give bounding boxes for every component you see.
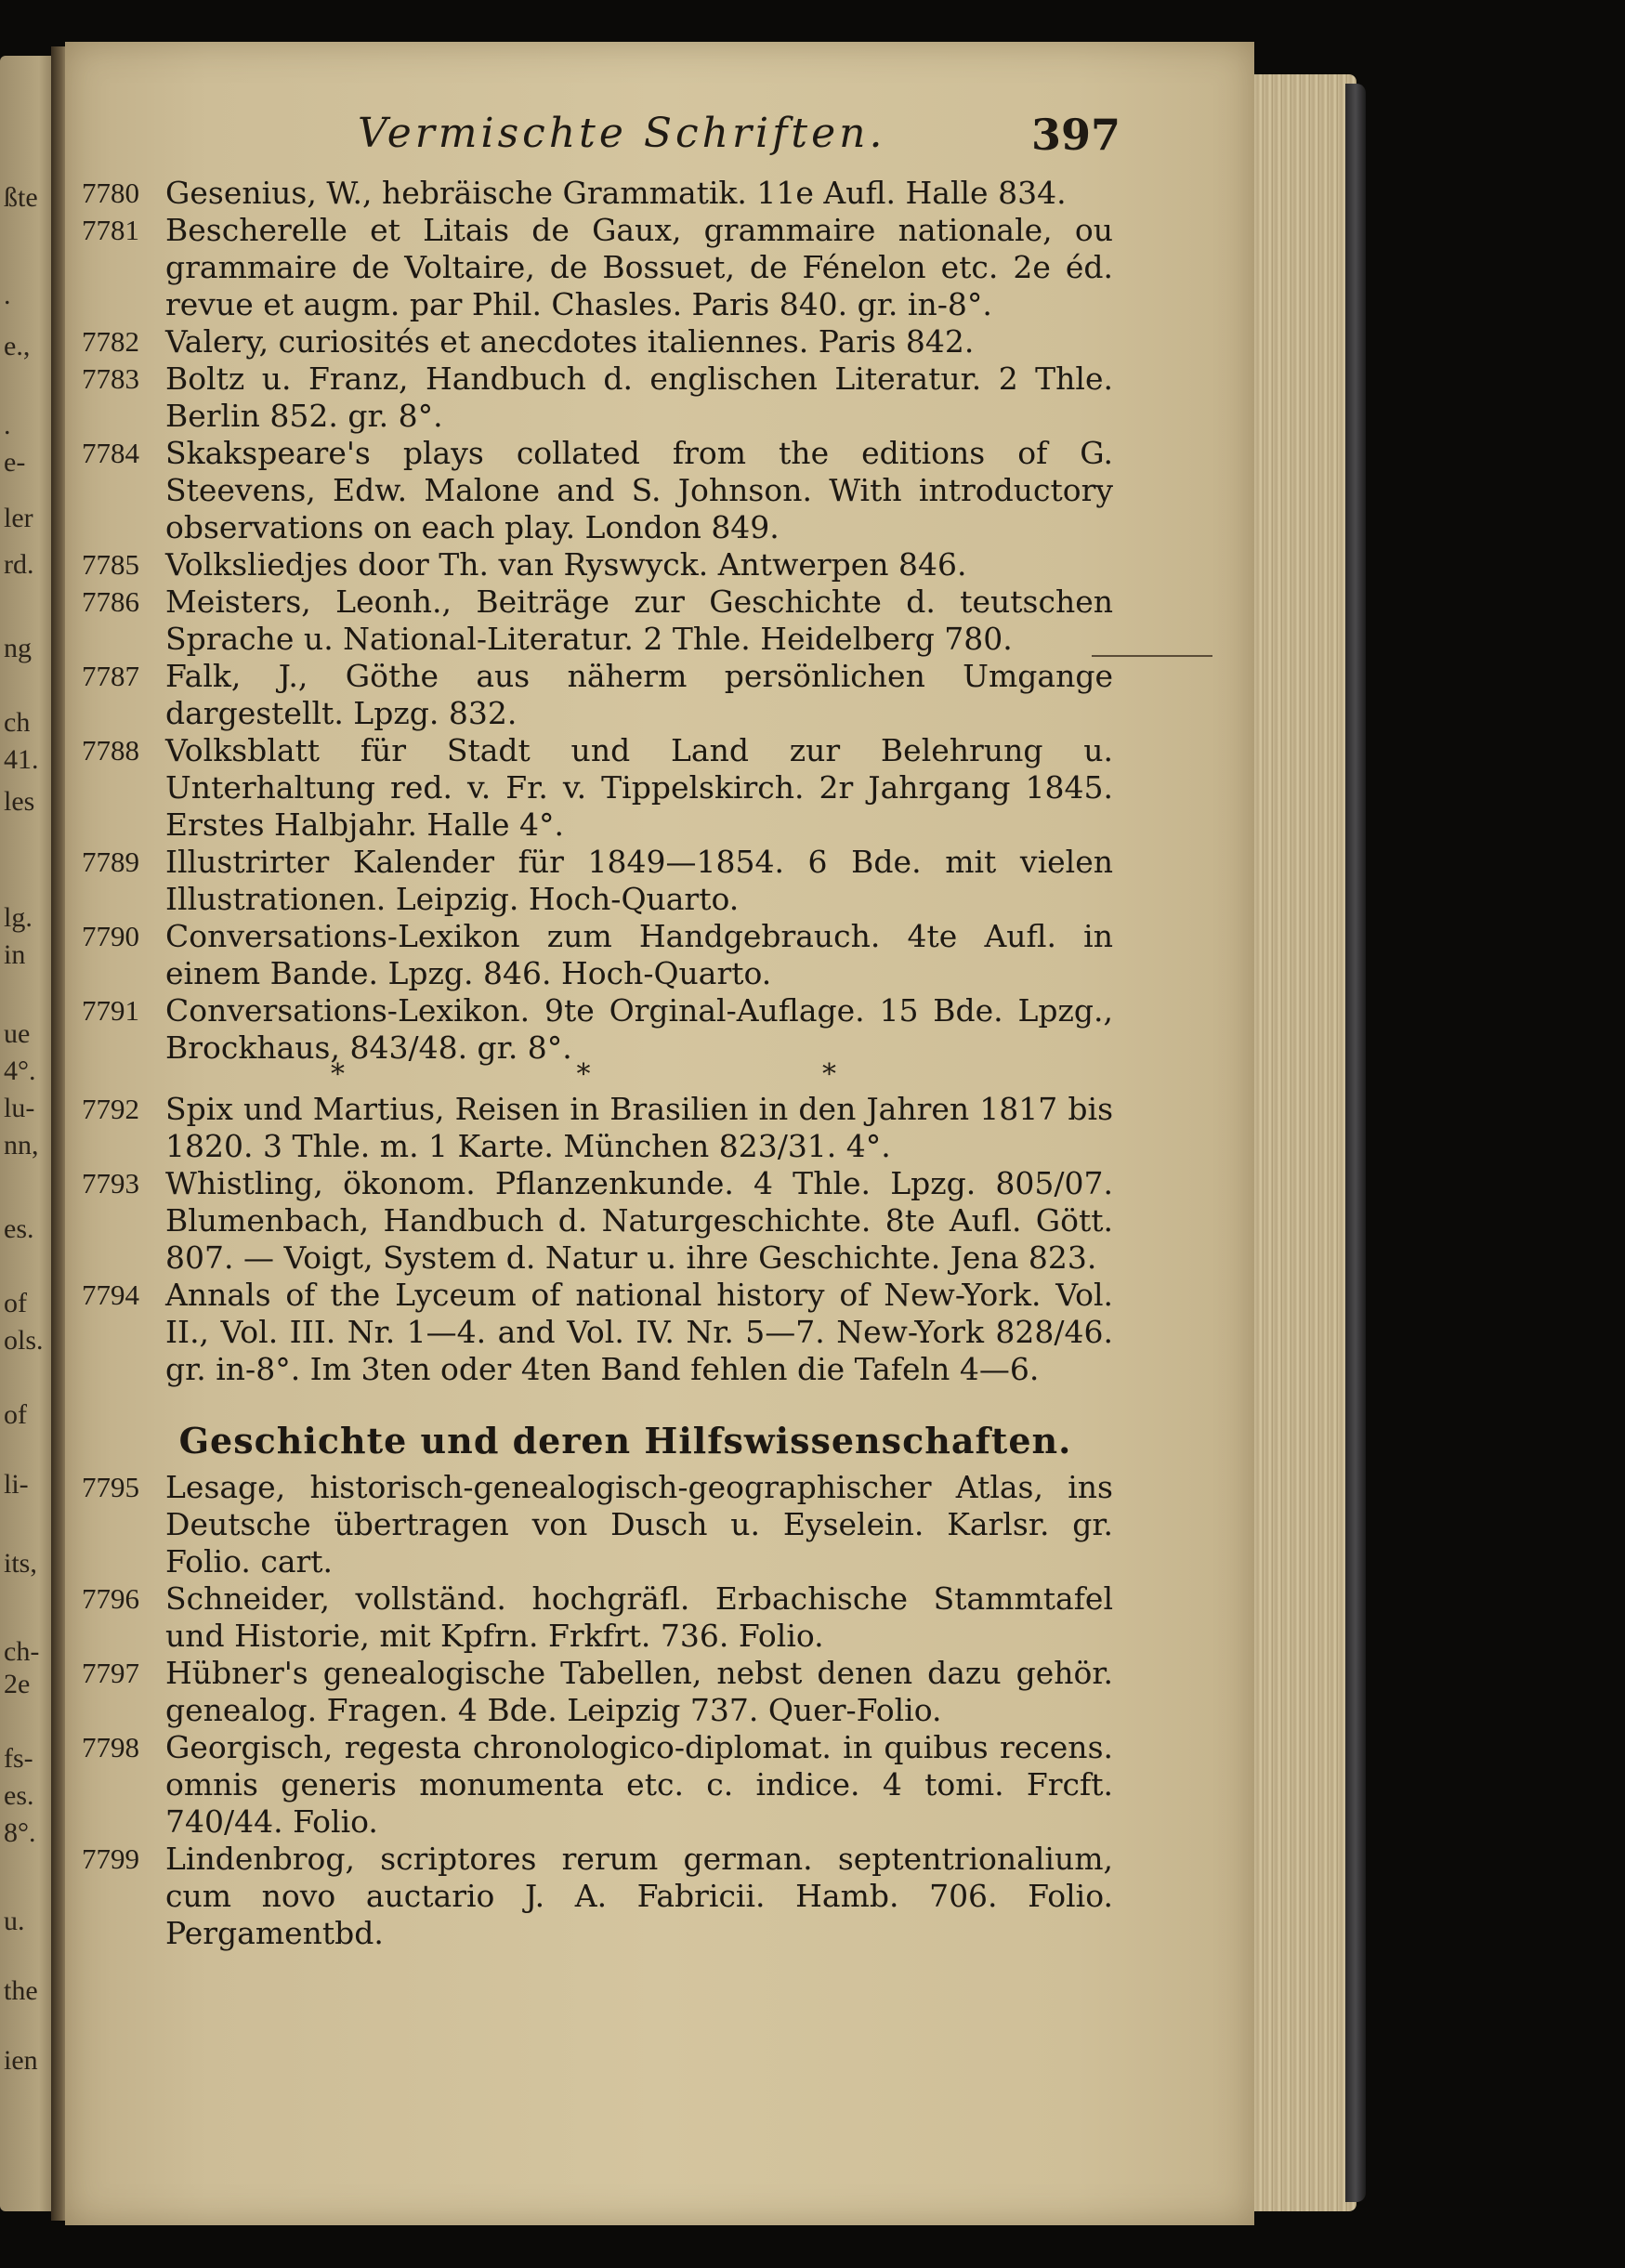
catalog-entry [82,1841,1113,1952]
entry-text: Lindenbrog, scriptores rerum german. septentrionalium, cum novo auctario J. A. Fabricii. Hamb. 706. Folio. Pergamentbd. [165,1841,1113,1951]
entry-text: Skakspeare's plays collated from the editions of G. Steevens, Edw. Malone and S. Johnson. With introductory observations on each play. London 849. [165,435,1113,545]
catalog-entry [82,212,1113,323]
entry-number: 7785 [82,548,139,581]
margin-fragment: ch- [4,1636,40,1667]
entry-number: 7789 [82,846,139,878]
margin-fragment: li- [4,1469,29,1500]
page-edges [1254,74,1356,2211]
entry-number: 7790 [82,920,139,952]
entry-text: Conversations-Lexikon. 9te Orginal-Auflage. 15 Bde. Lpzg., Brockhaus, 843/48. gr. 8°. [165,992,1113,1066]
entry-number: 7793 [82,1167,139,1200]
catalog-entry [82,918,1113,992]
entry-text: Annals of the Lyceum of national history of New-York. Vol. II., Vol. III. Nr. 1—4. and Vol. IV. Nr. 5—7. New-York 828/46. gr. in-8°. Im 3ten oder 4ten Band fehlen die Tafeln 4—6. [165,1277,1113,1387]
margin-fragment: fs- [4,1743,33,1774]
margin-fragment: es. [4,1780,34,1811]
entry-number: 7795 [82,1471,139,1503]
entry-number: 7798 [82,1731,139,1763]
entry-text: Meisters, Leonh., Beiträge zur Geschichte d. teutschen Sprache u. National-Literatur. 2 Thle. Heidelberg 780. [165,583,1113,657]
entry-text: Volksblatt für Stadt und Land zur Belehrung u. Unterhaltung red. v. Fr. v. Tippelskirch. 2r Jahrgang 1845. Erstes Halbjahr. Halle 4°. [165,732,1113,843]
margin-fragment: 8°. [4,1817,36,1848]
entry-text: Falk, J., Göthe aus näherm persönlichen Umgange dargestellt. Lpzg. 832. [165,658,1113,731]
catalog-entry [82,1091,1113,1165]
margin-fragment: ßte [4,182,38,213]
margin-fragment: in [4,939,26,970]
margin-fragment: of [4,1288,27,1318]
catalog-entry [82,323,1113,361]
entry-number: 7780 [82,177,139,209]
catalog-entry [82,1165,1113,1277]
catalog-entry [82,175,1113,212]
catalog-entries [82,175,1113,1952]
margin-fragment: es. [4,1213,34,1244]
margin-fragment: ien [4,2045,38,2076]
entry-text: Volksliedjes door Th. van Ryswyck. Antwerpen 846. [165,546,967,583]
catalog-entry [82,1580,1113,1655]
margin-fragment: ler [4,503,33,533]
running-title: Vermischte Schriften. [358,110,886,157]
entry-number: 7794 [82,1278,139,1311]
entry-number: 7786 [82,585,139,618]
margin-fragment: 2e [4,1669,31,1699]
entry-text: Whistling, ökonom. Pflanzenkunde. 4 Thle. Lpzg. 805/07. Blumenbach, Handbuch d. Naturgeschichte. 8te Aufl. Gött. 807. — Voigt, System d. Natur u. ihre Geschichte. Jena 823. [165,1165,1113,1276]
margin-fragment: ng [4,633,32,663]
margin-fragment: the [4,1975,38,2006]
entry-text: Schneider, vollständ. hochgräfl. Erbachische Stammtafel und Historie, mit Kpfrn. Frkfrt. 736. Folio. [165,1580,1113,1654]
book-cover-edge [1345,84,1366,2202]
entry-text: Lesage, historisch-genealogisch-geographischer Atlas, ins Deutsche übertragen von Dusch u. Eyselein. Karlsr. gr. Folio. cart. [165,1469,1113,1580]
margin-fragment: e., [4,331,31,361]
margin-fragment: ue [4,1018,31,1049]
catalog-entry [82,546,1113,583]
entries-lower [82,1469,1113,1952]
entry-number: 7781 [82,214,139,246]
margin-fragment: . [4,280,11,310]
entries-upper [82,175,1113,1067]
entry-text: Georgisch, regesta chronologico-diplomat. in quibus recens. omnis generis monumenta etc. c. indice. 4 tomi. Frcft. 740/44. Folio. [165,1729,1113,1840]
catalog-entry [82,1277,1113,1388]
entry-text: Conversations-Lexikon zum Handgebrauch. 4te Aufl. in einem Bande. Lpzg. 846. Hoch-Quarto. [165,918,1113,991]
entry-number: 7787 [82,660,139,692]
margin-fragment: . [4,410,11,440]
catalog-entry [82,658,1113,732]
margin-fragment: ch [4,707,31,738]
margin-fragment: lg. [4,902,33,933]
margin-fragment: u. [4,1906,25,1936]
entries-middle [82,1091,1113,1388]
margin-fragment: nn, [4,1130,39,1160]
entry-number: 7782 [82,325,139,358]
entry-text: Gesenius, W., hebräische Grammatik. 11e Aufl. Halle 834. [165,175,1067,211]
separator-stars: * * * [330,1058,949,1091]
catalog-entry [82,1729,1113,1841]
entry-number: 7797 [82,1657,139,1689]
entry-text: Illustrirter Kalender für 1849—1854. 6 Bde. mit vielen Illustrationen. Leipzig. Hoch-Quarto. [165,844,1113,917]
entry-text: Hübner's genealogische Tabellen, nebst denen dazu gehör. genealog. Fragen. 4 Bde. Leipzig 737. Quer-Folio. [165,1655,1113,1728]
entry-text: Boltz u. Franz, Handbuch d. englischen Literatur. 2 Thle. Berlin 852. gr. 8°. [165,361,1113,434]
margin-fragment: its, [4,1548,37,1579]
entry-number: 7791 [82,994,139,1027]
catalog-entry [82,732,1113,844]
margin-fragment: les [4,786,35,817]
catalog-entry [82,361,1113,435]
margin-fragment: ols. [4,1325,44,1356]
catalog-entry [82,844,1113,918]
entry-text: Spix und Martius, Reisen in Brasilien in den Jahren 1817 bis 1820. 3 Thle. m. 1 Karte. München 823/31. 4°. [165,1091,1113,1164]
margin-fragment: 41. [4,744,39,775]
margin-fragment: of [4,1399,27,1430]
margin-fragment: rd. [4,549,34,580]
margin-fragment: e- [4,447,26,478]
margin-fragment: lu- [4,1093,35,1123]
entry-number: 7792 [82,1093,139,1125]
catalog-entry [82,583,1113,658]
entry-number: 7796 [82,1582,139,1615]
catalog-entry [82,435,1113,546]
section-heading: Geschichte und deren Hilfswissenschaften. [178,1420,1072,1462]
catalog-entry [82,1469,1113,1580]
margin-fragment: 4°. [4,1055,36,1086]
catalog-entry [82,992,1113,1067]
entry-text: Bescherelle et Litais de Gaux, grammaire nationale, ou grammaire de Voltaire, de Bossuet, de Fénelon etc. 2e éd. revue et augm. par Phil. Chasles. Paris 840. gr. in-8°. [165,212,1113,322]
entry-number: 7788 [82,734,139,767]
catalog-entry [82,1655,1113,1729]
entry-text: Valery, curiosités et anecdotes italiennes. Paris 842. [165,323,975,360]
entry-number: 7784 [82,437,139,469]
entry-number: 7799 [82,1842,139,1875]
page-number: 397 [1031,110,1121,160]
entry-number: 7783 [82,362,139,395]
